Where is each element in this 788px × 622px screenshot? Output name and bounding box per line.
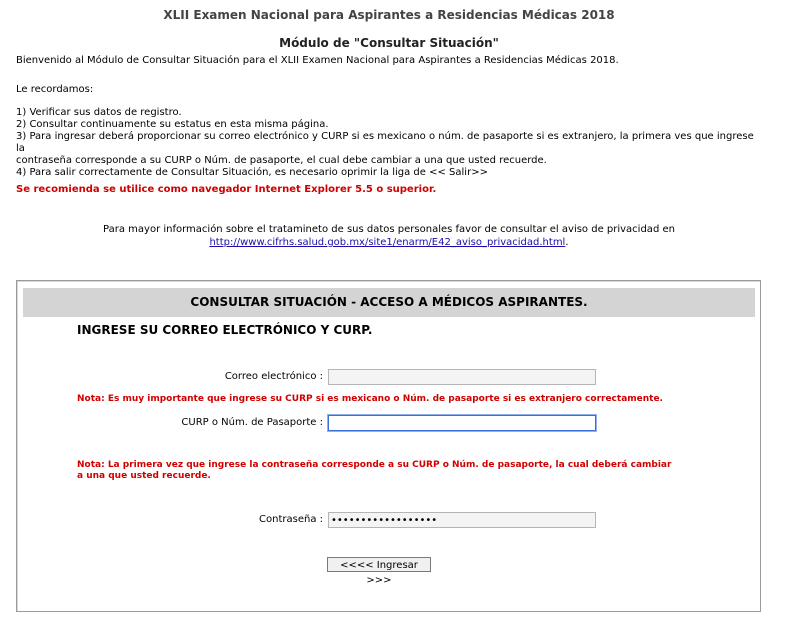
steps-list — [16, 107, 756, 179]
panel-header: CONSULTAR SITUACIÓN - ACCESO A MÉDICOS ASPIRANTES. — [23, 288, 755, 317]
password-note: Nota: La primera vez que ingrese la contraseña corresponde a su CURP o Núm. de pasaporte, la cual deberá cambiar a una que usted recuerde. — [77, 460, 672, 481]
step-item: 3) Para ingresar deberá proporcionar su correo electrónico y CURP si es mexicano o núm. de pasaporte si es extranjero, la primera ves que ingrese la — [16, 131, 754, 154]
step-item: 4) Para salir correctamente de Consultar Situación, es necesario oprimir la liga de << Salir>> — [16, 167, 488, 178]
password-field[interactable] — [328, 512, 596, 528]
curp-label: CURP o Núm. de Pasaporte : — [181, 417, 323, 428]
welcome-text: Bienvenido al Módulo de Consultar Situación para el XLII Examen Nacional para Aspirantes a Residencias Médicas 2018. — [16, 55, 619, 66]
curp-note: Nota: Es muy importante que ingrese su CURP si es mexicano o Núm. de pasaporte si es extranjero correctamente. — [77, 394, 663, 404]
page-title: XLII Examen Nacional para Aspirantes a Residencias Médicas 2018 — [163, 8, 615, 22]
form-instruction: INGRESE SU CORREO ELECTRÓNICO Y CURP. — [77, 323, 373, 337]
privacy-link[interactable]: http://www.cifrhs.salud.gob.mx/site1/enarm/E42_aviso_privacidad.html — [209, 237, 566, 248]
page-subtitle: Módulo de "Consultar Situación" — [279, 36, 499, 50]
browser-recommendation: Se recomienda se utilice como navegador Internet Explorer 5.5 o superior. — [16, 184, 437, 195]
email-label: Correo electrónico : — [224, 371, 323, 382]
privacy-link-row — [0, 236, 778, 249]
curp-field[interactable] — [328, 415, 596, 431]
step-item: 2) Consultar continuamente su estatus en esta misma página. — [16, 119, 329, 130]
email-field[interactable] — [328, 369, 596, 385]
privacy-period: . — [565, 237, 569, 248]
password-label: Contraseña : — [259, 514, 323, 525]
privacy-text: Para mayor información sobre el tratamineto de sus datos personales favor de consultar el aviso de privacidad en — [103, 224, 675, 235]
step-item: contraseña corresponde a su CURP o Núm. de pasaporte, el cual debe cambiar a una que usted recuerde. — [16, 155, 547, 166]
login-panel — [16, 280, 761, 612]
submit-button[interactable]: <<<< Ingresar >>> — [327, 557, 431, 572]
step-item: 1) Verificar sus datos de registro. — [16, 107, 182, 118]
remind-text: Le recordamos: — [16, 84, 94, 95]
privacy-notice — [0, 223, 778, 249]
